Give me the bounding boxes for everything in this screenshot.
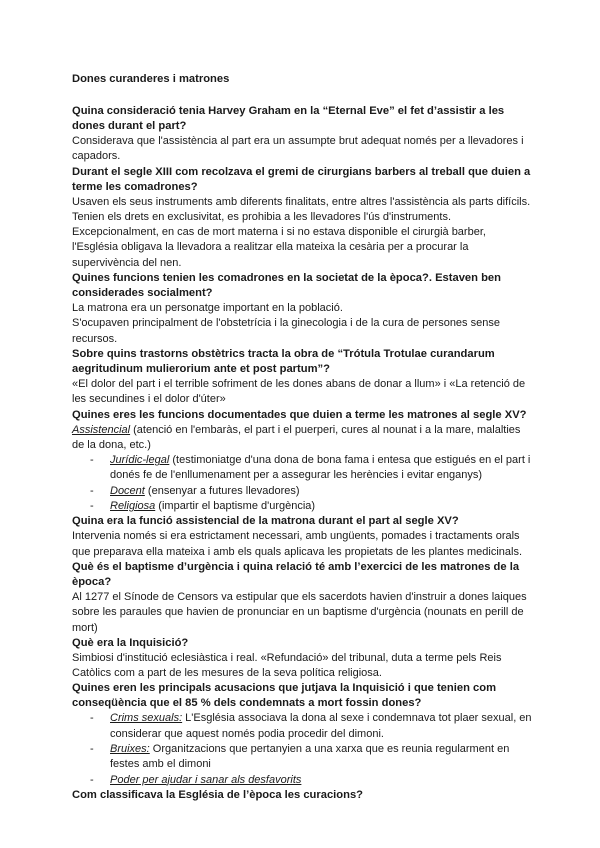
- accusation-list: [72, 711, 534, 787]
- answer-lead: [72, 423, 534, 454]
- qa-block: [72, 636, 534, 682]
- document-title: Dones curanderes i matrones: [72, 73, 230, 85]
- qa-block: [72, 104, 534, 165]
- answer: Excepcionalment, en cas de mort materna i si no estava disponible el cirurgià barber, l'Església obligava la llevadora a realitzar ella mateixa la cesària per a procurar la supervivència del nen.: [72, 226, 486, 269]
- question: Quina era la funció assistencial de la matrona durant el part al segle XV?: [72, 515, 459, 528]
- accusation-description: L'Església associava la dona al sexe i condemnava tot plaer sexual, en considerar que aquest només podia procedir del dimoni.: [110, 712, 532, 740]
- accusation-description: Organitzacions que pertanyien a una xarxa que es reunia regularment en festes amb el dimoni: [110, 743, 510, 771]
- list-item: - Docent (ensenyar a futures llevadores): [90, 484, 300, 497]
- answer: Usaven els seus instruments amb diferents finalitats, entre altres l'assistència als parts difícils. Tenien els drets en exclusivitat, es prohibia a les llevadores l'ús d'instruments.: [72, 195, 531, 223]
- qa-block: [72, 271, 534, 347]
- qa-block: [72, 788, 534, 803]
- list-item: - Bruixes: Organitzacions que pertanyien a una xarxa que es reunia regularment en festes amb el dimoni: [90, 743, 510, 771]
- qa-block: [72, 681, 534, 787]
- list-item: - Poder per ajudar i sanar als desfavorits: [90, 773, 302, 786]
- question: Quines eres les funcions documentades que duien a terme les matrones al segle XV?: [72, 408, 527, 421]
- answer: Al 1277 el Sínode de Censors va estipular que els sacerdots havien d'instruir a dones laiques sobre les paraules que havien de pronunciar en un baptisme d'urgència (nounats en perill de mort): [72, 590, 527, 634]
- question: Durant el segle XIII com recolzava el gremi de cirurgians barbers al treball que duien a terme les comadrones?: [72, 165, 531, 193]
- accusation-term: Poder per ajudar i sanar als desfavorits: [110, 773, 302, 786]
- function-description: (testimoniatge d'una dona de bona fama i entesa que estigués en el part i donés fe de l'enllumenament per a assegurar les herències i evitar enganys): [110, 454, 531, 482]
- qa-block: [72, 347, 534, 408]
- function-description: (impartir el baptisme d'urgència): [155, 500, 316, 513]
- accusation-term: Crims sexuals:: [110, 712, 183, 725]
- answer: S'ocupaven principalment de l'obstetrícia i la ginecologia i de la cura de persones sense recursos.: [72, 317, 500, 345]
- function-term: Jurídic-legal: [110, 454, 170, 467]
- document-page: [72, 72, 534, 803]
- question: Sobre quins trastorns obstètrics tracta la obra de “Trótula Trotulae curandarum aegritudinum mulierorium ante et post partum”?: [72, 347, 495, 375]
- question: Quines funcions tenien les comadrones en la societat de la època?. Estaven ben considerades socialment?: [72, 272, 501, 300]
- function-term: Docent: [110, 484, 145, 497]
- function-term: Assistencial: [72, 423, 131, 436]
- accusation-term: Bruixes:: [110, 743, 150, 756]
- function-term: Religiosa: [110, 500, 156, 513]
- answer: Considerava que l'assistència al part era un assumpte brut adequat només per a llevadores i capadors.: [72, 135, 524, 163]
- answer: La matrona era un personatge important en la població.: [72, 302, 343, 315]
- question: Què és el baptisme d’urgència i quina relació té amb l’exercici de les matrones de la època?: [72, 560, 520, 588]
- question: Com classificava la Església de l’època les curacions?: [72, 788, 364, 801]
- qa-block: [72, 408, 534, 515]
- list-item: - Jurídic-legal (testimoniatge d'una dona de bona fama i entesa que estigués en el part i donés fe de l'enllumenament per a assegurar les herències i evitar enganys): [90, 454, 531, 482]
- question: Quines eren les principals acusacions que jutjava la Inquisició i que tenien com conseqüència que el 85 % dels condemnats a mort fossin dones?: [72, 682, 497, 710]
- list-item: - Religiosa (impartir el baptisme d'urgència): [90, 500, 316, 513]
- answer: Simbiosi d'institució eclesiàstica i real. «Refundació» del tribunal, duta a terme pels Reis Catòlics com a part de les mesures de la seva política religiosa.: [72, 651, 502, 680]
- answer: Intervenia només si era estrictament necessari, amb ungüents, pomades i tractaments orals que preparava ella mateixa i amb els quals aplicava les propietats de les plantes medicinals.: [72, 530, 523, 558]
- qa-block: [72, 165, 534, 271]
- qa-block: [72, 560, 534, 636]
- question: Què era la Inquisició?: [72, 636, 189, 649]
- function-list: [72, 453, 534, 514]
- list-item: - Crims sexuals: L'Església associava la dona al sexe i condemnava tot plaer sexual, en considerar que aquest només podia procedir del dimoni.: [90, 712, 532, 740]
- answer: «El dolor del part i el terrible sofriment de les dones abans de donar a llum» i «La retenció de les secundines i el dolor d'úter»: [72, 377, 526, 406]
- question: Quina consideració tenia Harvey Graham en la “Eternal Eve” el fet d’assistir a les dones durant el part?: [72, 105, 505, 132]
- function-description: (ensenyar a futures llevadores): [144, 484, 300, 497]
- qa-block: [72, 514, 534, 560]
- function-description: (atenció en l'embaràs, el part i el puerperi, cures al nounat i a la mare, malalties de la dona, etc.): [72, 423, 521, 451]
